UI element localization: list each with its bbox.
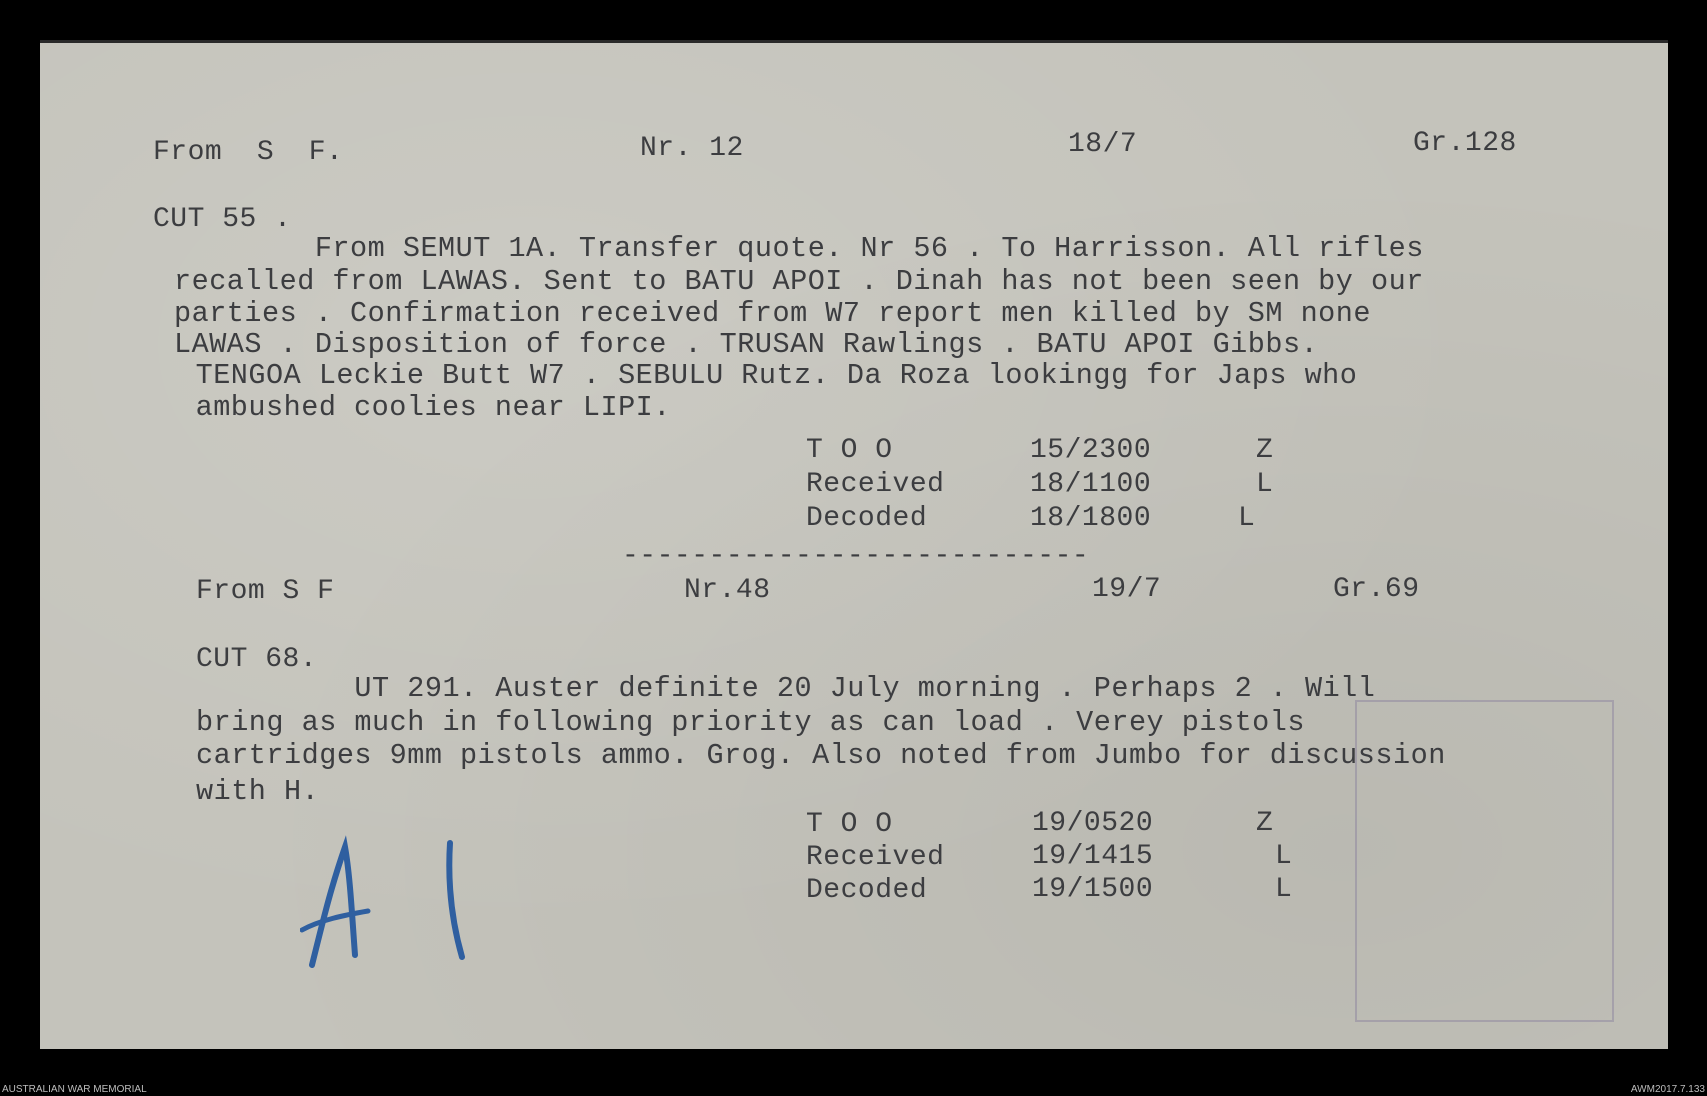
msg2-received-value: 19/1415 [1032, 841, 1154, 872]
msg1-decoded-value: 18/1800 [1030, 503, 1152, 534]
msg2-from: From S F [196, 576, 335, 607]
msg2-cut: CUT 68. [196, 644, 318, 675]
msg1-line: LAWAS . Disposition of force . TRUSAN Rawlings . BATU APOI Gibbs. [174, 328, 1319, 361]
msg2-too-value: 19/0520 [1032, 808, 1154, 839]
msg1-received-value: 18/1100 [1030, 469, 1152, 500]
msg2-gr: Gr.69 [1333, 574, 1420, 605]
separator-line: --------------------------- [622, 541, 1090, 572]
msg1-too-value: 15/2300 [1030, 435, 1152, 466]
msg1-nr: Nr. 12 [640, 133, 744, 164]
msg1-received-label: Received [806, 469, 945, 500]
msg2-line: with H. [196, 775, 320, 808]
msg2-line: bring as much in following priority as can load . Verey pistols [196, 706, 1305, 739]
msg2-decoded-label: Decoded [806, 875, 928, 906]
msg2-too-label: T O O [806, 809, 893, 840]
msg2-decoded-value: 19/1500 [1032, 874, 1154, 905]
msg2-line: UT 291. Auster definite 20 July morning . Perhaps 2 . Will [196, 672, 1376, 705]
msg2-line: cartridges 9mm pistols ammo. Grog. Also noted from Jumbo for discussion [196, 739, 1446, 772]
msg1-received-code: L [1256, 469, 1274, 500]
msg1-line: parties . Confirmation received from W7 report men killed by SM none [174, 297, 1371, 330]
msg1-line: From SEMUT 1A. Transfer quote. Nr 56 . To Harrisson. All rifles [174, 232, 1424, 265]
msg2-date: 19/7 [1092, 574, 1162, 605]
msg1-too-label: T O O [806, 435, 893, 466]
msg2-received-label: Received [806, 842, 945, 873]
msg2-decoded-code: L [1275, 874, 1293, 905]
footer-institution: AUSTRALIAN WAR MEMORIAL [2, 1084, 147, 1095]
footer-accession: AWM2017.7.133 [1630, 1084, 1705, 1095]
msg1-line: TENGOA Leckie Butt W7 . SEBULU Rutz. Da Roza lookingg for Japs who [178, 359, 1358, 392]
msg1-gr: Gr.128 [1413, 128, 1517, 159]
faded-stamp-box [1355, 700, 1614, 1022]
msg1-date: 18/7 [1068, 129, 1138, 160]
msg2-too-code: Z [1256, 808, 1274, 839]
msg2-nr: Nr.48 [684, 575, 771, 606]
msg1-from: From S F. [153, 137, 344, 168]
msg1-line: ambushed coolies near LIPI. [178, 391, 671, 424]
msg2-received-code: L [1275, 841, 1293, 872]
msg1-decoded-label: Decoded [806, 503, 928, 534]
msg1-cut: CUT 55 . [153, 204, 292, 235]
msg1-decoded-code: L [1238, 503, 1256, 534]
handwritten-a1-mark [300, 835, 500, 975]
msg1-too-code: Z [1256, 435, 1274, 466]
msg1-line: recalled from LAWAS. Sent to BATU APOI . Dinah has not been seen by our [174, 265, 1424, 298]
